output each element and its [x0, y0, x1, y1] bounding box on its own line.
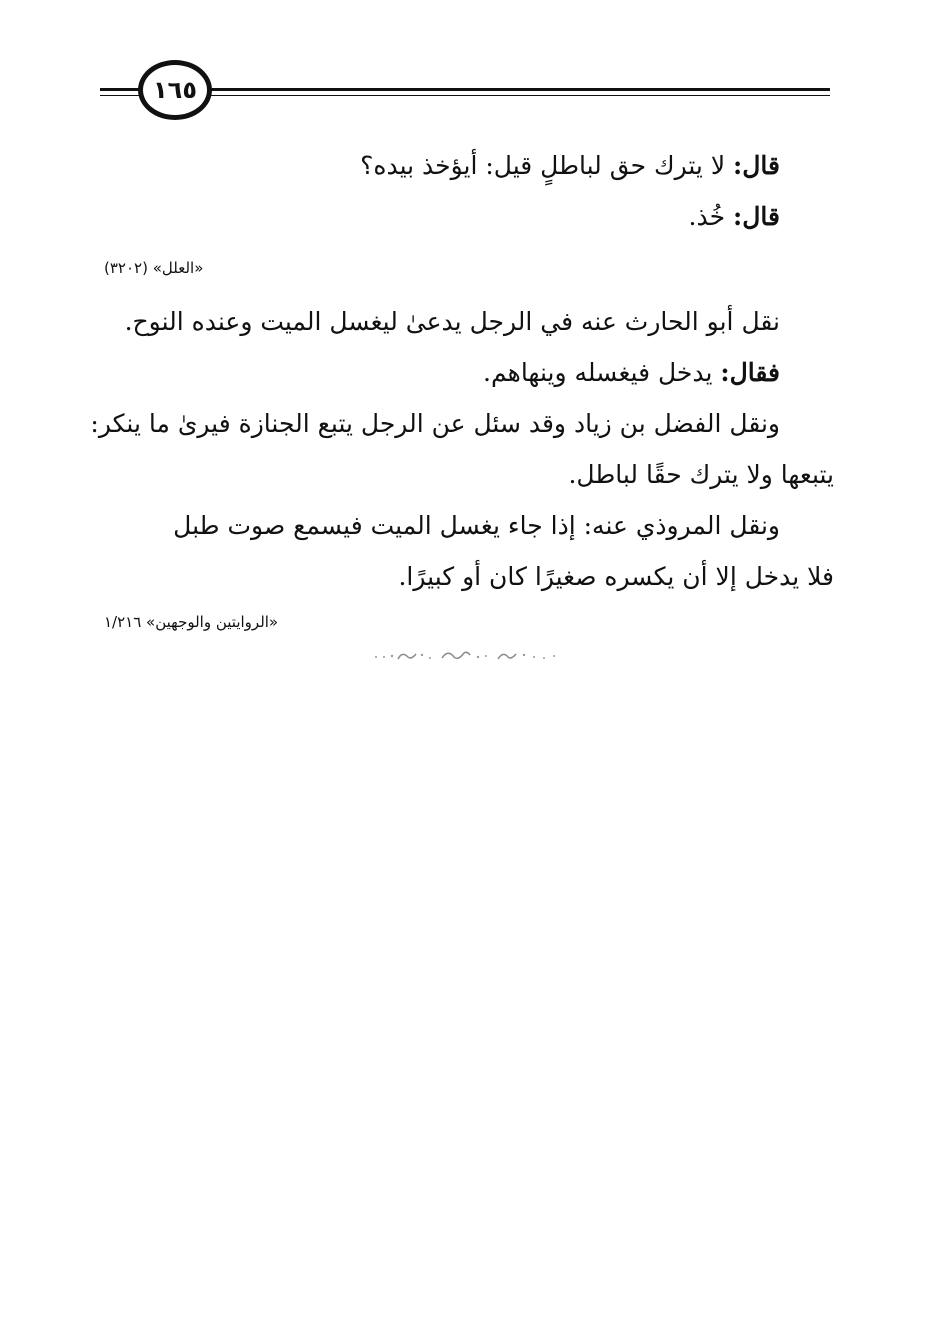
text-line: نقل أبو الحارث عنه في الرجل يدعىٰ ليغسل الميت وعنده النوح.	[124, 307, 780, 336]
line-text: لا يترك حق لباطلٍ قيل: أيؤخذ بيده؟	[360, 151, 734, 180]
text-line	[104, 347, 784, 398]
text-line: ونقل المروذي عنه: إذا جاء يغسل الميت فيسمع صوت طبل	[173, 511, 780, 540]
page-number: ١٦٥	[138, 60, 212, 120]
text-line	[104, 140, 784, 191]
source-citation: «العلل» (٣٢٠٢)	[104, 259, 204, 277]
text-line: فلا يدخل إلا أن يكسره صغيرًا كان أو كبيرًا.	[398, 562, 834, 591]
source-citation: «الروايتين والوجهين» ١/٢١٦	[104, 613, 279, 631]
line-text: يدخل فيغسله وينهاهم.	[483, 358, 721, 387]
ornament-divider	[370, 647, 560, 663]
line-text: خُذ.	[688, 202, 734, 231]
page-header	[100, 60, 830, 130]
text-line: ونقل الفضل بن زياد وقد سئل عن الرجل يتبع الجنازة فيرىٰ ما ينكر:	[90, 409, 780, 438]
speaker-label: قال:	[733, 151, 780, 180]
page-body	[90, 140, 834, 634]
text-line	[104, 191, 784, 242]
text-line: يتبعها ولا يترك حقًا لباطل.	[568, 460, 834, 489]
speaker-label: فقال:	[720, 358, 780, 387]
speaker-label: قال:	[733, 202, 780, 231]
